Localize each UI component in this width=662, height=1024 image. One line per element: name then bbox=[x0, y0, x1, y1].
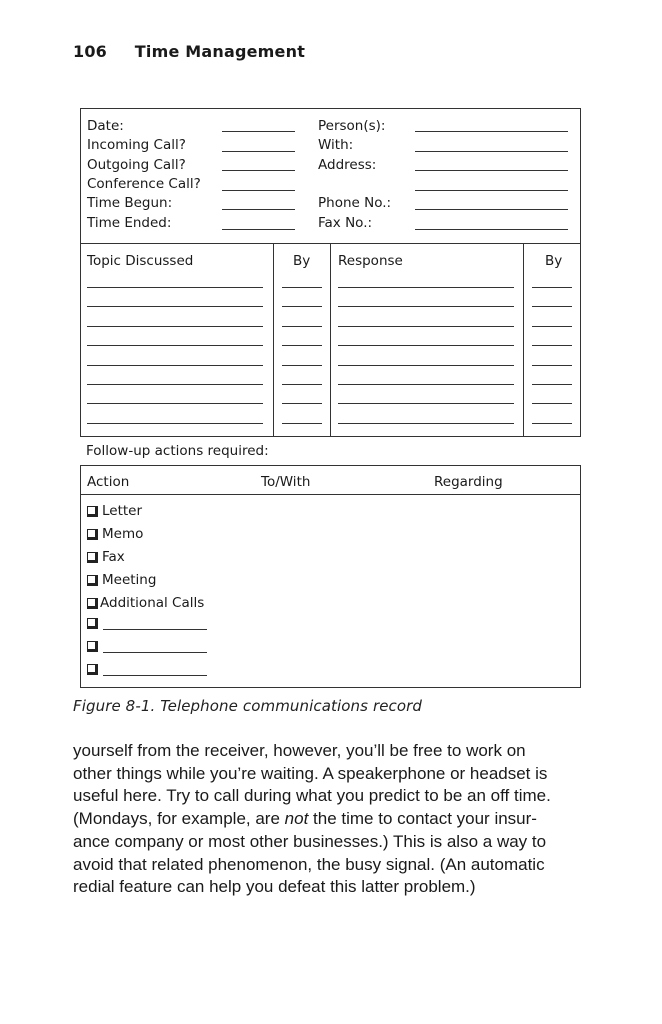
action-meeting[interactable] bbox=[87, 572, 156, 588]
fax-label: Fax No.: bbox=[318, 215, 373, 231]
writing-line[interactable] bbox=[87, 345, 263, 346]
checkbox-icon[interactable] bbox=[87, 575, 98, 586]
action-custom[interactable] bbox=[87, 617, 207, 630]
incoming-call-field[interactable] bbox=[222, 151, 295, 152]
followup-actions-table bbox=[80, 465, 581, 688]
text-line: avoid that related phenomenon, the busy signal. (An automatic bbox=[73, 854, 545, 874]
time-ended-field[interactable] bbox=[222, 229, 295, 230]
text-run: the time to contact your insur- bbox=[308, 809, 537, 829]
writing-line[interactable] bbox=[87, 403, 263, 404]
column-divider bbox=[273, 244, 274, 437]
persons-field[interactable] bbox=[415, 131, 568, 132]
page-number: 106 bbox=[73, 42, 107, 61]
writing-line[interactable] bbox=[532, 365, 572, 366]
writing-line[interactable] bbox=[532, 306, 572, 307]
writing-line[interactable] bbox=[282, 365, 322, 366]
figure-caption: Figure 8-1. Telephone communications record bbox=[73, 697, 423, 715]
custom-action-field[interactable] bbox=[103, 640, 207, 653]
checkbox-icon[interactable] bbox=[87, 529, 98, 540]
column-divider bbox=[330, 244, 331, 437]
writing-line[interactable] bbox=[532, 287, 572, 288]
action-label: Additional Calls bbox=[100, 595, 205, 611]
text-line: yourself from the receiver, however, you’ll be free to work on bbox=[73, 741, 526, 760]
with-field[interactable] bbox=[415, 151, 568, 152]
incoming-call-label: Incoming Call? bbox=[87, 137, 186, 153]
body-paragraph bbox=[73, 740, 593, 899]
action-label: Meeting bbox=[102, 572, 157, 588]
response-header: Response bbox=[338, 253, 403, 269]
action-header: Action bbox=[87, 474, 130, 490]
writing-line[interactable] bbox=[338, 365, 514, 366]
address-label: Address: bbox=[318, 157, 377, 173]
date-label: Date: bbox=[87, 118, 124, 134]
regarding-header: Regarding bbox=[434, 474, 503, 490]
fax-field[interactable] bbox=[415, 229, 568, 230]
writing-line[interactable] bbox=[338, 306, 514, 307]
writing-line[interactable] bbox=[532, 384, 572, 385]
time-begun-label: Time Begun: bbox=[87, 195, 173, 211]
outgoing-call-field[interactable] bbox=[222, 170, 295, 171]
time-ended-label: Time Ended: bbox=[87, 215, 172, 231]
checkbox-icon[interactable] bbox=[87, 552, 98, 563]
writing-line[interactable] bbox=[338, 345, 514, 346]
phone-label: Phone No.: bbox=[318, 195, 392, 211]
date-field[interactable] bbox=[222, 131, 295, 132]
conference-call-label: Conference Call? bbox=[87, 176, 201, 192]
writing-line[interactable] bbox=[532, 326, 572, 327]
text-line: other things while you’re waiting. A speakerphone or headset is bbox=[73, 763, 548, 783]
followup-label: Follow-up actions required: bbox=[86, 443, 269, 459]
writing-line[interactable] bbox=[87, 365, 263, 366]
time-begun-field[interactable] bbox=[222, 209, 295, 210]
writing-line[interactable] bbox=[282, 403, 322, 404]
running-title: Time Management bbox=[134, 42, 306, 61]
followup-header-row bbox=[81, 466, 580, 495]
emphasis: not bbox=[284, 809, 309, 829]
address-field-2[interactable] bbox=[415, 190, 568, 191]
writing-line[interactable] bbox=[532, 345, 572, 346]
checkbox-icon[interactable] bbox=[87, 641, 98, 652]
checkbox-icon[interactable] bbox=[87, 618, 98, 629]
writing-line[interactable] bbox=[532, 403, 572, 404]
action-fax[interactable] bbox=[87, 549, 125, 565]
writing-line[interactable] bbox=[338, 403, 514, 404]
text-line bbox=[73, 808, 593, 831]
persons-label: Person(s): bbox=[318, 118, 386, 134]
custom-action-field[interactable] bbox=[103, 617, 207, 630]
writing-line[interactable] bbox=[87, 306, 263, 307]
writing-line[interactable] bbox=[87, 384, 263, 385]
text-line: useful here. Try to call during what you predict to be an off time. bbox=[73, 786, 551, 806]
conference-call-field[interactable] bbox=[222, 190, 295, 191]
telephone-record-form bbox=[80, 108, 581, 437]
custom-action-field[interactable] bbox=[103, 663, 207, 676]
action-memo[interactable] bbox=[87, 526, 143, 542]
address-field[interactable] bbox=[415, 170, 568, 171]
text-run: (Mondays, for example, are bbox=[73, 809, 285, 829]
writing-line[interactable] bbox=[282, 287, 322, 288]
checkbox-icon[interactable] bbox=[87, 664, 98, 675]
action-label: Fax bbox=[102, 549, 125, 565]
action-additional-calls[interactable] bbox=[87, 595, 204, 611]
writing-line[interactable] bbox=[338, 326, 514, 327]
writing-line[interactable] bbox=[87, 326, 263, 327]
action-custom[interactable] bbox=[87, 640, 207, 653]
action-label: Memo bbox=[102, 526, 144, 542]
call-details-section bbox=[81, 109, 580, 244]
checkbox-icon[interactable] bbox=[87, 506, 98, 517]
column-divider bbox=[523, 244, 524, 437]
by-header: By bbox=[545, 253, 563, 269]
with-label: With: bbox=[318, 137, 354, 153]
page-header bbox=[73, 42, 305, 61]
writing-line[interactable] bbox=[282, 384, 322, 385]
writing-line[interactable] bbox=[532, 423, 572, 424]
writing-line[interactable] bbox=[87, 287, 263, 288]
phone-field[interactable] bbox=[415, 209, 568, 210]
action-label: Letter bbox=[102, 503, 143, 519]
action-letter[interactable] bbox=[87, 503, 142, 519]
by-header: By bbox=[293, 253, 311, 269]
writing-line[interactable] bbox=[338, 423, 514, 424]
topic-discussed-header: Topic Discussed bbox=[87, 253, 194, 269]
writing-line[interactable] bbox=[282, 326, 322, 327]
writing-line[interactable] bbox=[282, 345, 322, 346]
to-with-header: To/With bbox=[261, 474, 311, 490]
writing-line[interactable] bbox=[338, 384, 514, 385]
text-line: redial feature can help you defeat this latter problem.) bbox=[73, 877, 476, 897]
writing-line[interactable] bbox=[87, 423, 263, 424]
checkbox-icon[interactable] bbox=[87, 598, 98, 609]
writing-line[interactable] bbox=[282, 423, 322, 424]
text-line: ance company or most other businesses.) This is also a way to bbox=[73, 831, 547, 851]
writing-line[interactable] bbox=[282, 306, 322, 307]
action-custom[interactable] bbox=[87, 663, 207, 676]
outgoing-call-label: Outgoing Call? bbox=[87, 157, 186, 173]
writing-line[interactable] bbox=[338, 287, 514, 288]
